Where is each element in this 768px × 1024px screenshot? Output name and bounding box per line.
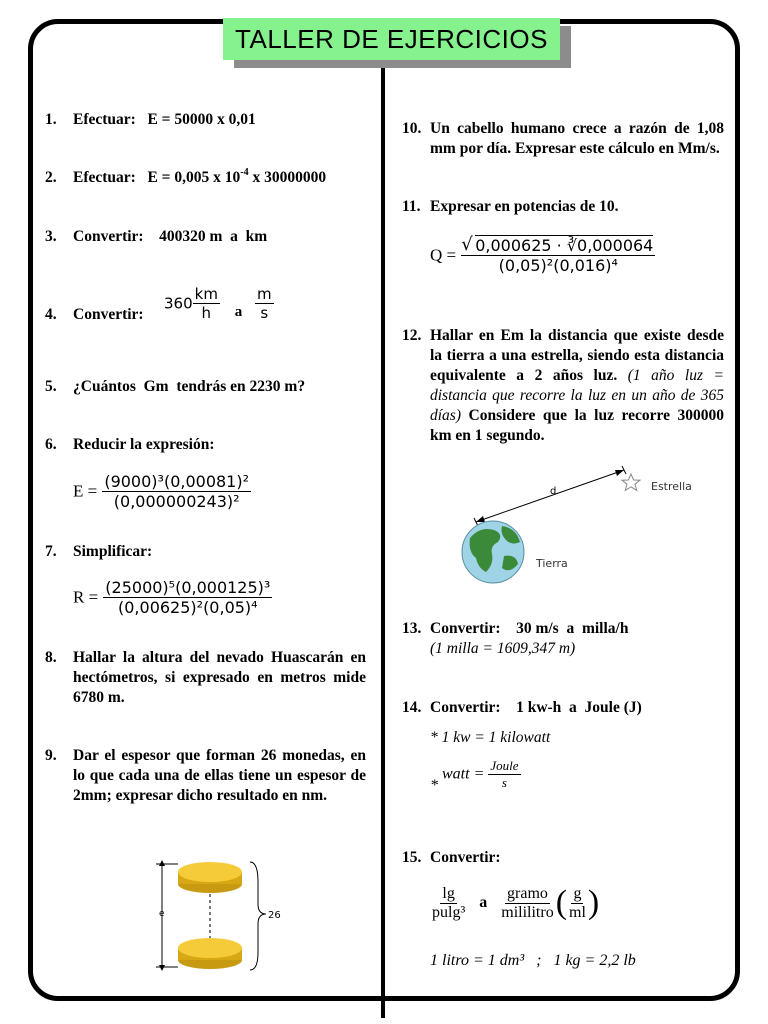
label-26: 26: [268, 910, 281, 921]
label-e: e: [159, 909, 165, 919]
brace-icon: [250, 862, 266, 970]
label-d: d: [550, 486, 557, 497]
coin-bottom-icon: [178, 938, 242, 969]
exercise-7-formula: R = $\frac{\text{(25000)⁵(0,000125)³}}{\text{(0,00625)²(0,05)⁴}}$: [73, 578, 271, 617]
exercise-4-expression: 360 $\frac{km}{h}$ a $\frac{m}{s}$: [164, 285, 272, 322]
exercise-11-formula: Q = √ 0,000625 · ∛0,000064 (0,05)²(0,016)⁴: [430, 234, 654, 275]
exercise-6-formula: E = $\frac{\text{(9000)³(0,00081)²}}{\text{(0,000000243)²}}$: [73, 472, 250, 511]
label-estrella: Estrella: [651, 480, 692, 493]
earth-star-figure: [446, 460, 702, 584]
exercise-15-note: 1 litro = 1 dm³ ; 1 kg = 2,2 lb: [430, 952, 636, 969]
coins-figure: [140, 852, 300, 974]
exercise-15-formula: $\frac{\lg}{\text{pulg³}}$ a $\frac{\text{gramo}}{\text{mililitro}}$ ( $\frac{g}{ml}$ ): [432, 884, 600, 921]
arrow-down-icon: [159, 965, 165, 971]
star-icon: [622, 474, 640, 490]
coin-top-icon: [178, 862, 242, 893]
exercise-14-watt-formula: * watt = $\frac{\text{Joule}}{s}$: [430, 758, 519, 795]
column-divider: [381, 66, 385, 1018]
arrow-up-icon: [159, 860, 165, 866]
earth-icon: [462, 521, 524, 583]
label-tierra: Tierra: [536, 557, 568, 570]
page-title: TALLER DE EJERCICIOS: [223, 18, 560, 60]
